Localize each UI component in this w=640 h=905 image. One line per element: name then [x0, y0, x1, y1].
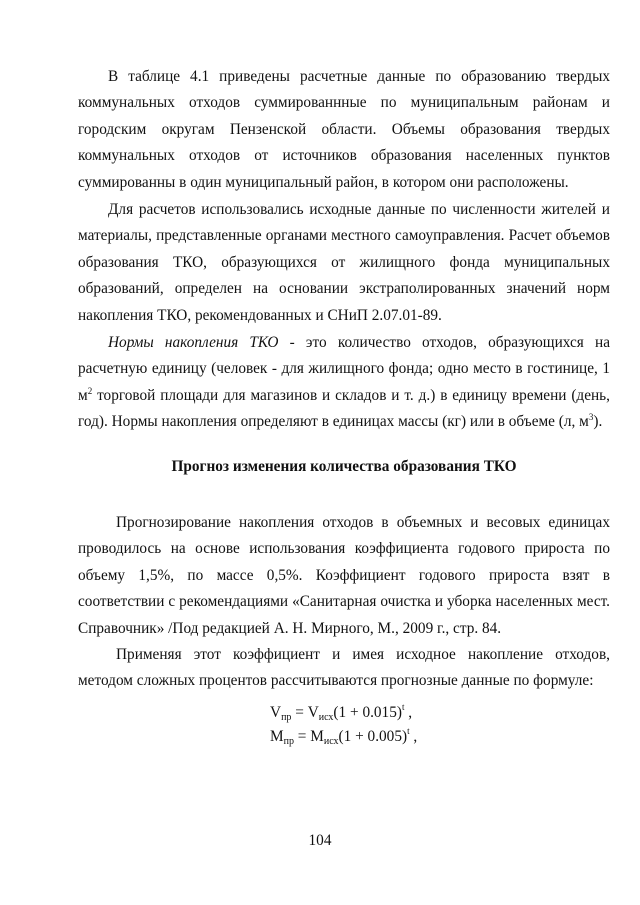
- formula-mass-eq: = M: [293, 728, 324, 745]
- formula-volume-lhs: V: [270, 704, 282, 721]
- norms-text-c: ).: [593, 413, 603, 431]
- formula-mass-lhs-sub: пр: [283, 736, 294, 747]
- formula-volume-body: (1 + 0.015): [333, 704, 402, 721]
- norms-text-a: - это количество отходов, образующихся на расчетную единицу (человек - для жилищного фонда; одно место в гостинице, 1 м: [78, 334, 610, 404]
- paragraph-compound-interest-text: Применяя этот коэффициент и имея исходное накопление отходов, методом сложных процентов рассчитываются прогнозные данные по формуле:: [78, 646, 610, 690]
- cubic-meter-superscript: 3: [588, 412, 594, 423]
- section-heading: Прогноз изменения количества образования ТКО: [171, 458, 517, 475]
- paragraph-calculation-sources-text: Для расчетов использовались исходные данные по численности жителей и материалы, представленные органами местного самоуправления. Расчет объемов образования ТКО, образующихся от жилищного фонда муниципальных образований, определен на основании экстраполированных значений норм накопления ТКО, рекомендованных и СНиП 2.07.01-89.: [78, 201, 610, 324]
- paragraph-accumulation-norms: [78, 330, 610, 436]
- formula-mass-tail: ,: [409, 728, 418, 745]
- square-meter-superscript: 2: [87, 385, 93, 396]
- norms-text-b: торговой площади для магазинов и складов и т. д.) в единицу времени (день, год). Нормы накопления определяют в единицах массы (кг) или в объеме (л, м: [78, 386, 610, 431]
- formula-volume-rhs-sub: исх: [318, 712, 334, 723]
- formula-mass-lhs: M: [270, 728, 284, 745]
- formula-volume-exponent: t: [401, 702, 405, 712]
- formula-volume-eq: = V: [291, 704, 319, 721]
- formula-volume-lhs-sub: пр: [281, 712, 292, 723]
- paragraph-calculation-sources: [78, 197, 610, 329]
- paragraph-forecasting: [78, 510, 610, 642]
- formula-mass-forecast: [270, 720, 417, 753]
- paragraph-compound-interest: [78, 642, 610, 695]
- formula-mass-rhs-sub: исх: [323, 736, 339, 747]
- term-accumulation-norms: Нормы накопления ТКО: [108, 334, 279, 351]
- paragraph-intro: [78, 64, 610, 196]
- paragraph-intro-text: В таблице 4.1 приведены расчетные данные по образованию твердых коммунальных отходов суммированнные по муниципальным районам и городским округам Пензенской области. Объемы образования твердых коммунальных отходов от источников образования населенных пунктов суммированны в один муниципальный район, в котором они расположены.: [78, 68, 610, 191]
- formula-mass-exponent: t: [407, 726, 410, 736]
- page-number: 104: [308, 832, 332, 849]
- paragraph-forecasting-text: Прогнозирование накопления отходов в объемных и весовых единицах проводилось на основе использования коэффициента годового прироста по объему 1,5%, по массе 0,5%. Коэффициент годового прироста взят в соответствии с рекомендациями «Санитарная очистка и уборка населенных мест. Справочник» /Под редакцией А. Н. Мирного, М., 2009 г., стр. 84.: [78, 514, 610, 637]
- formula-mass-body: (1 + 0.005): [338, 728, 408, 745]
- formula-volume-tail: ,: [404, 704, 413, 721]
